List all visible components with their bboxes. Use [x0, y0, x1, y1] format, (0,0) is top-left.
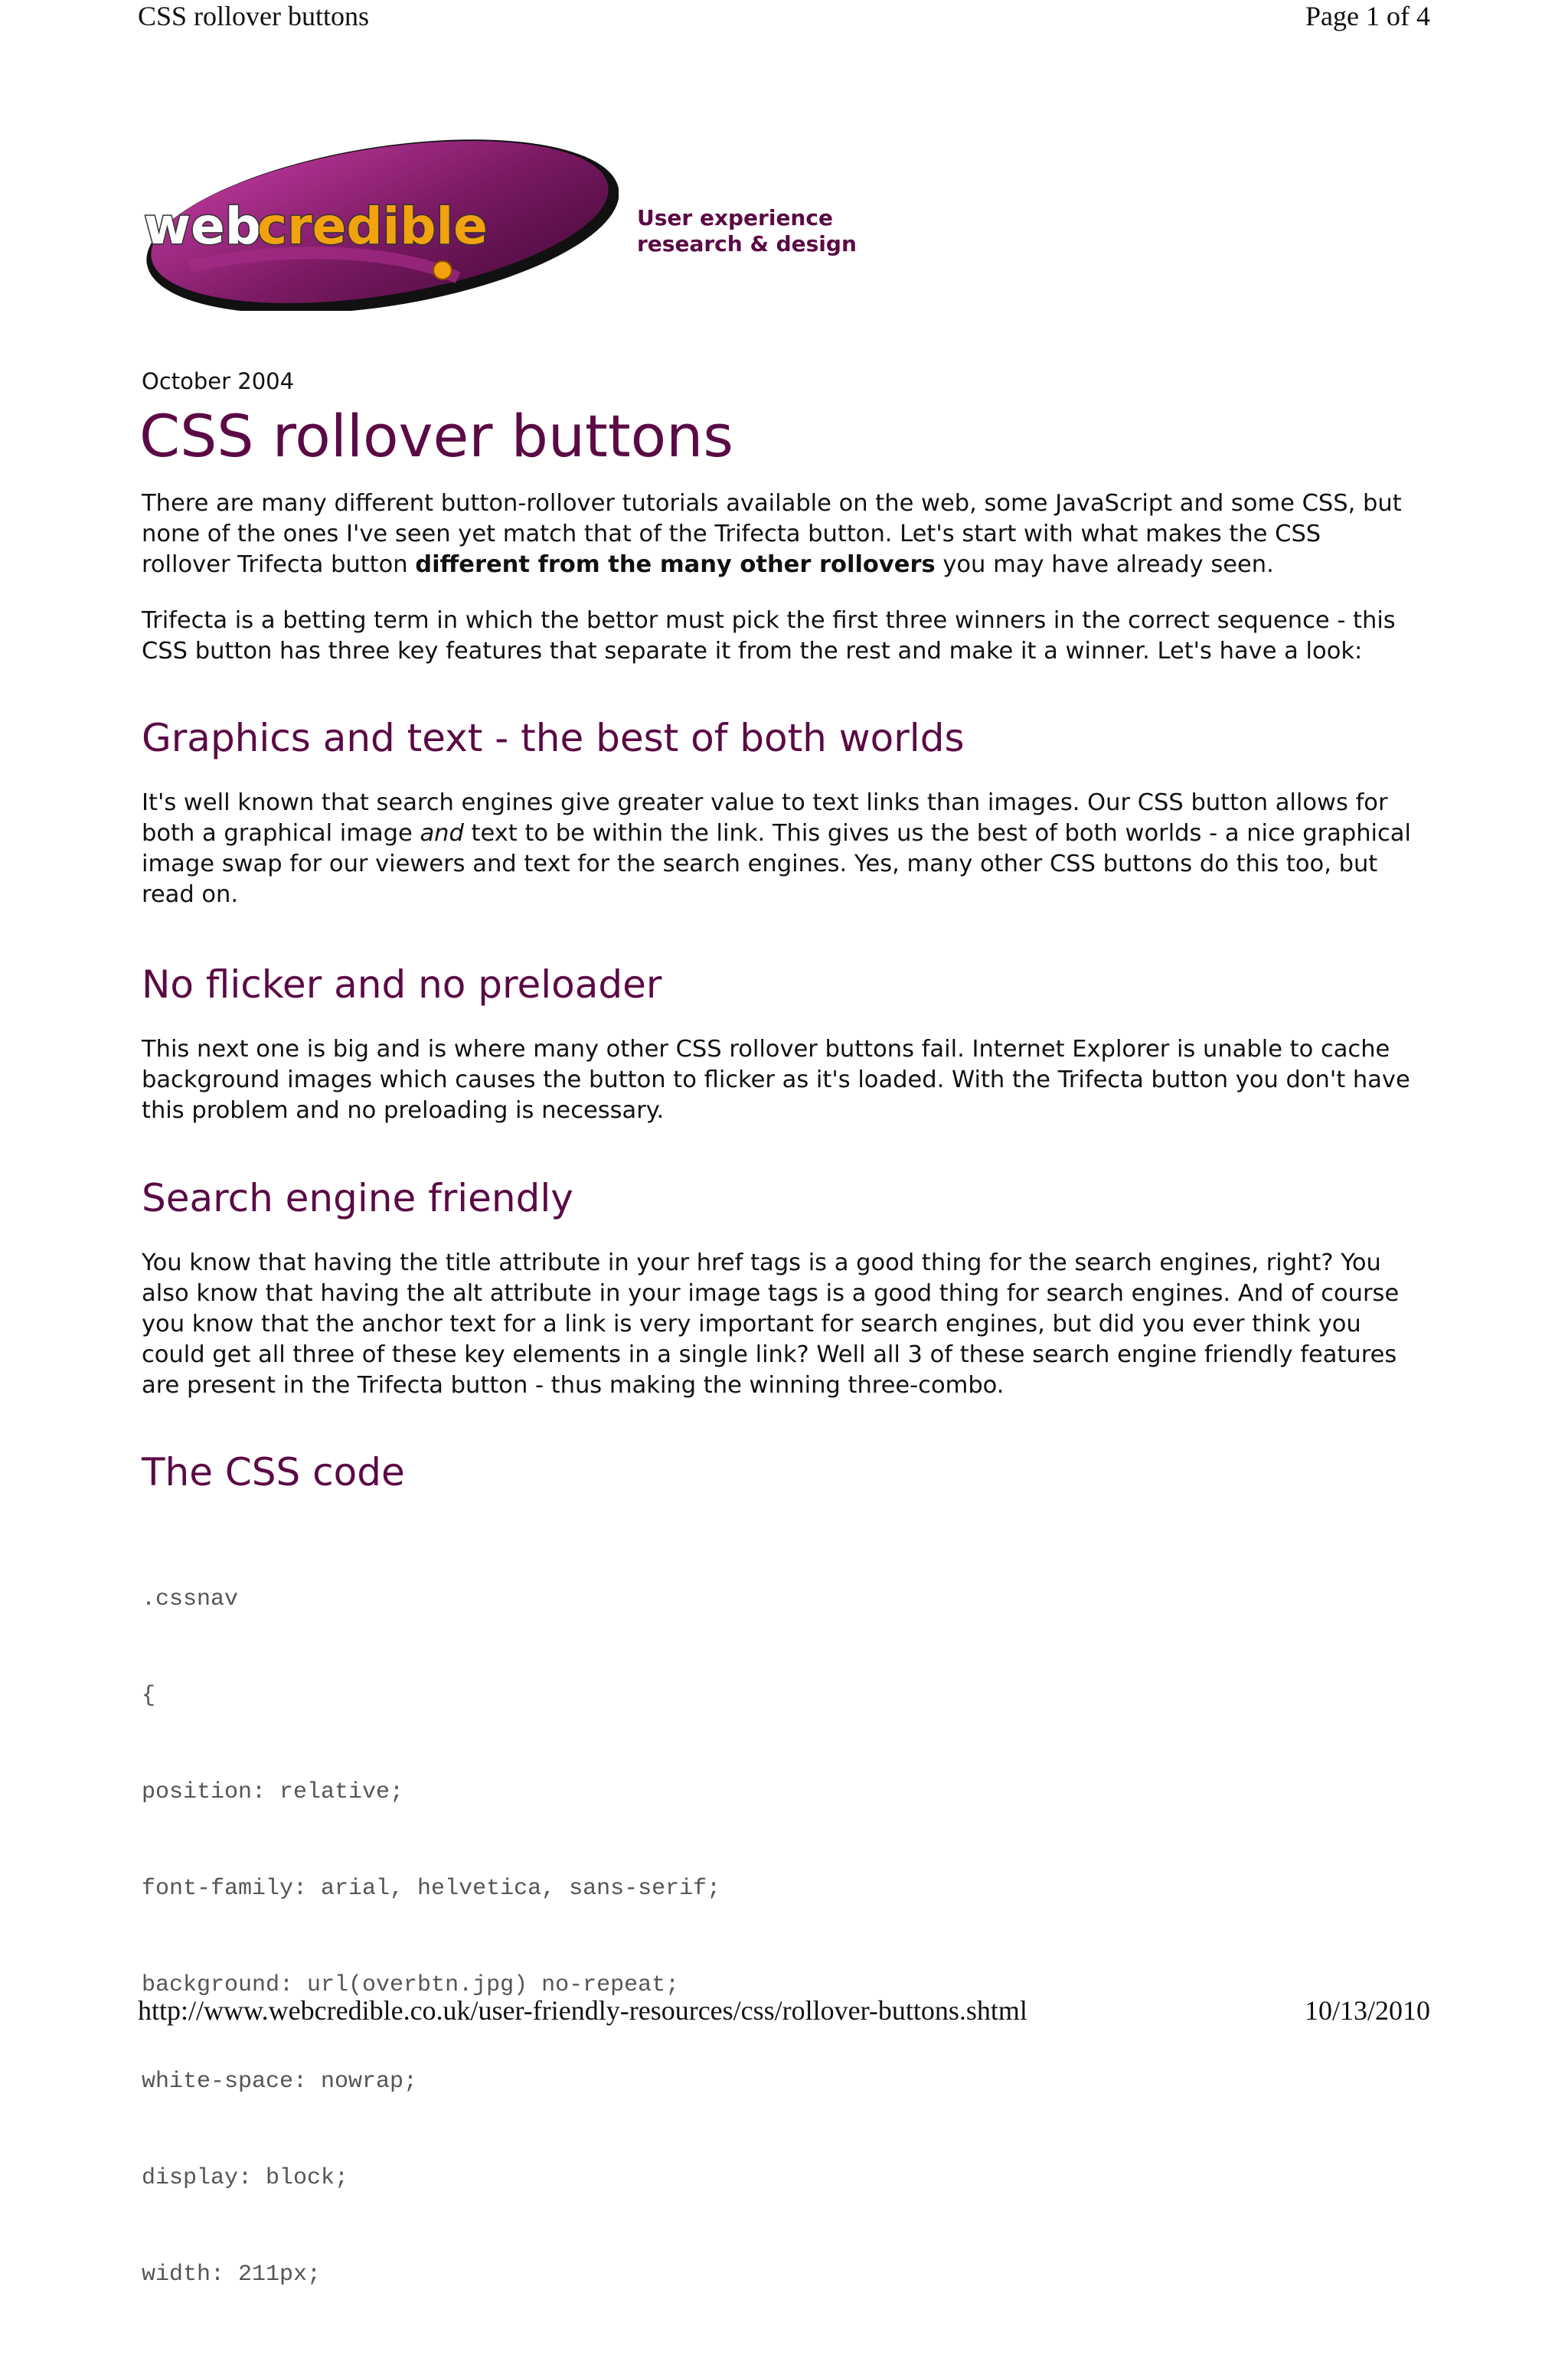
section-heading-search-engine: Search engine friendly	[142, 1176, 573, 1220]
intro-paragraph-2: Trifecta is a betting term in which the bettor must pick the first three winners in the correct sequence - this CSS button has three key features that separate it from the rest and make it a winner. Let's have a look:	[142, 607, 1396, 665]
page-title: CSS rollover buttons	[139, 402, 733, 470]
code-line: .cssnav	[142, 1586, 239, 1612]
intro-bold-phrase: different from the many other rollovers	[415, 551, 936, 578]
print-footer-date: 10/13/2010	[1304, 1995, 1430, 2026]
tagline-line-2: research & design	[637, 231, 857, 256]
print-header	[138, 0, 1430, 32]
code-line: background: url(overbtn.jpg) no-repeat;	[142, 1972, 680, 1998]
css-code-block	[142, 1519, 1413, 2355]
section-search-engine-text: You know that having the title attribute in your href tags is a good thing for the search engines, right? You also know that having the alt attribute in your image tags is a good thing for search engines. And of course you know that the anchor text for a link is very important for search engines, but did you ever think you could get all three of these key elements in a single link? Well all 3 of these search engine friendly features are present in the Trifecta button - thus making the winning three-combo.	[142, 1249, 1400, 1399]
print-footer	[138, 1994, 1430, 2027]
section-graphics-text	[142, 788, 1413, 910]
intro-paragraph-1	[142, 488, 1413, 580]
tagline-line-1: User experience	[637, 205, 833, 230]
print-header-title: CSS rollover buttons	[138, 1, 370, 31]
section-heading-flicker: No flicker and no preloader	[142, 962, 662, 1007]
code-line: {	[142, 1683, 156, 1709]
section-graphics-emphasis: and	[420, 820, 464, 847]
code-line: display: block;	[142, 2165, 349, 2191]
tagline	[637, 205, 857, 257]
code-line: width: 211px;	[142, 2262, 322, 2288]
code-line: position: relative;	[142, 1779, 404, 1805]
print-footer-url: http://www.webcredible.co.uk/user-friendly-resources/css/rollover-buttons.shtml	[138, 1995, 1027, 2026]
intro-text-start: There are many different button-rollover tutorials available on the web, some JavaScript and some CSS, but none of the ones I've seen yet match that of the Trifecta button. Let's start with what makes the CSS rollover Trifecta button	[142, 490, 1402, 578]
logo-wordmark-web: web	[144, 197, 261, 256]
logo-dot	[433, 261, 452, 279]
article	[139, 366, 1413, 2355]
article-date: October 2004	[142, 368, 295, 394]
section-graphics-text-start: It's well known that search engines give greater value to text links than images. Our CSS button allows for both a graphical image	[142, 789, 1388, 847]
print-header-page-number: Page 1 of 4	[1305, 1, 1430, 31]
section-flicker-text: This next one is big and is where many other CSS rollover buttons fail. Internet Explorer is unable to cache background images which causes the button to flicker as it's loaded. With the Trifecta button you don't have this problem and no preloading is necessary.	[142, 1036, 1410, 1124]
logo-wordmark-credible: credible	[257, 197, 488, 256]
section-heading-graphics: Graphics and text - the best of both worlds	[142, 716, 965, 760]
section-heading-css-code: The CSS code	[142, 1450, 405, 1494]
code-line: white-space: nowrap;	[142, 2069, 418, 2095]
code-line: font-family: arial, helvetica, sans-serif;	[142, 1876, 721, 1902]
section-graphics-text-end: text to be within the link. This gives us the best of both worlds - a nice graphical image swap for our viewers and text for the search engines. Yes, many other CSS buttons do this too, but read on.	[142, 820, 1411, 908]
webcredible-logo[interactable]	[136, 136, 619, 311]
intro-text-end: you may have already seen.	[935, 551, 1274, 578]
